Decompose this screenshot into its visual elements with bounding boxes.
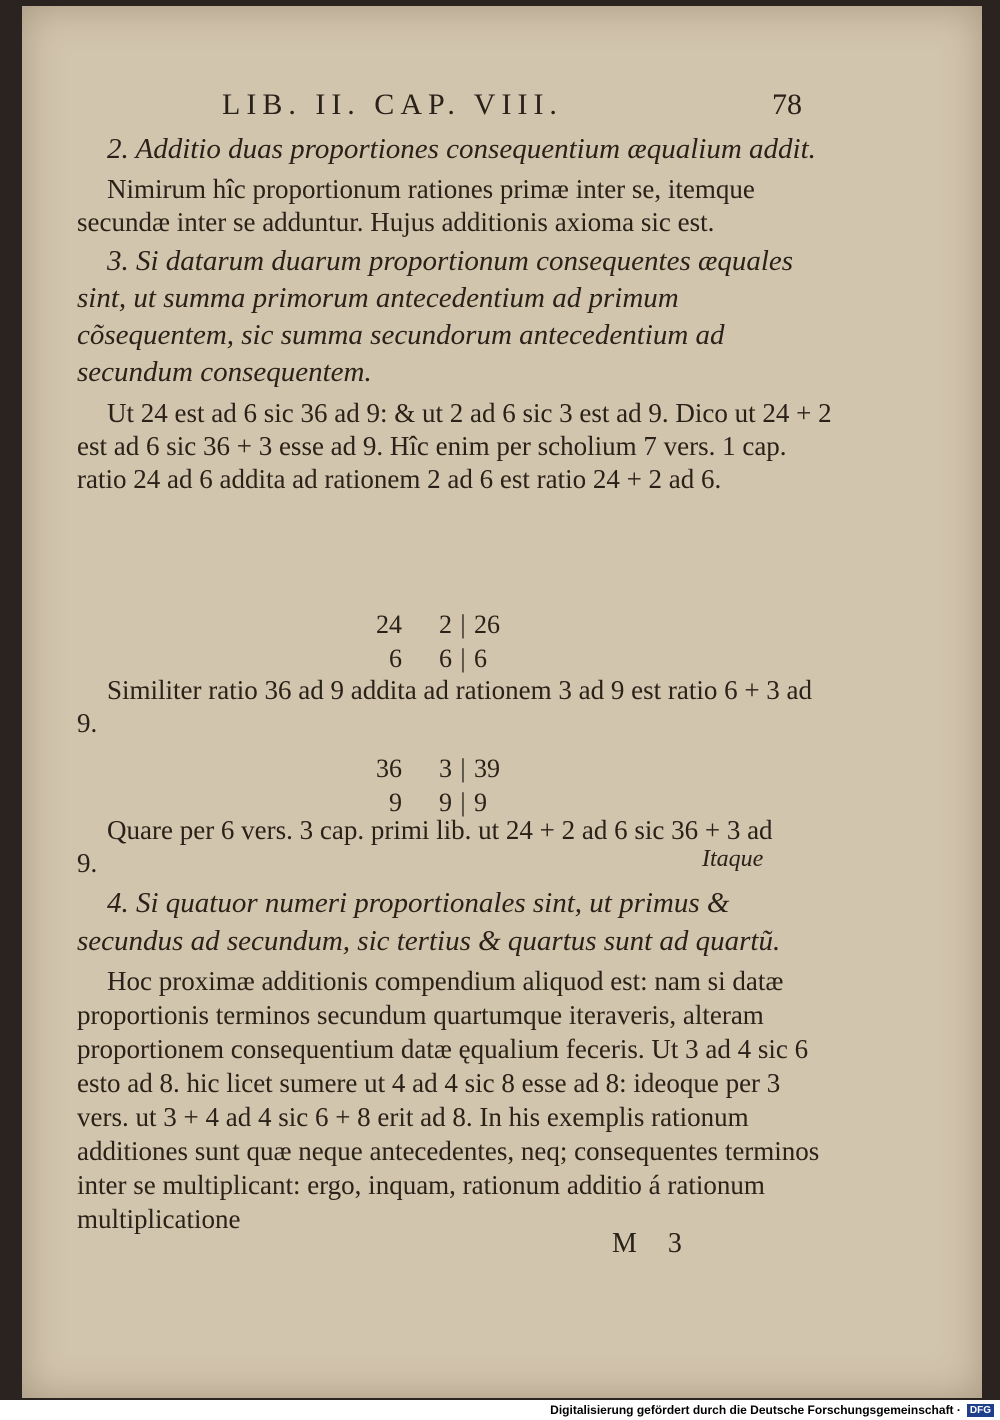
digitization-footer — [0, 1400, 1000, 1420]
footer-text: Digitalisierung gefördert durch die Deutsche Forschungsgemeinschaft · — [550, 1403, 961, 1417]
divider: | — [460, 754, 466, 783]
cell: 36 — [376, 754, 402, 783]
cell: 9 — [389, 788, 402, 817]
paragraph-quare: Quare per 6 vers. 3 cap. primi lib. ut 24 + 2 ad 6 sic 36 + 3 ad 9. — [77, 815, 773, 878]
body-text-block-4 — [77, 884, 837, 1236]
paragraph-hoc: Hoc proximæ additionis compendium aliquod est: nam si datæ proportionis terminos secundum quartumque iteraveris, alteram proportionem consequentium datæ ęqualium feceris. Ut 3 ad 4 sic 6 esto ad 8. hic licet sumere ut 4 ad 4 sic 8 esse ad 8: ideoque per 3 vers. ut 3 + 4 ad 4 sic 6 + 8 erit ad 8. In his exemplis rationum additiones sunt quæ neque antecedentes, neq; consequentes terminos inter se multiplicant: ergo, inquam, rationum additio á rationum multiplicatione — [77, 966, 820, 1234]
body-text-block-1 — [77, 132, 837, 496]
signature-mark: M 3 — [612, 1228, 694, 1259]
proposition-4: 4. Si quatuor numeri proportionales sint, ut primus & secundus ad secundum, sic tertius & quartus sunt ad quartũ. — [77, 887, 781, 957]
cell: 26 — [474, 610, 500, 639]
running-head: LIB. II. CAP. VIII. — [222, 88, 563, 121]
dfg-logo: DFG — [967, 1404, 994, 1417]
divider: | — [460, 644, 466, 673]
paragraph-ut-24: Ut 24 est ad 6 sic 36 ad 9: & ut 2 ad 6 sic 3 est ad 9. Dico ut 24 + 2 est ad 6 sic 36 + 3 esse ad 9. Hîc enim per scholium 7 vers. 1 cap. ratio 24 ad 6 addita ad rationem 2 ad 6 est ratio 24 + 2 ad 6. — [77, 398, 832, 494]
cell: 39 — [474, 754, 500, 783]
paragraph-similiter: Similiter ratio 36 ad 9 addita ad rationem 3 ad 9 est ratio 6 + 3 ad 9. — [77, 675, 813, 738]
body-text-block-2 — [77, 674, 837, 740]
cell: 3 — [439, 754, 452, 783]
proposition-3: 3. Si datarum duarum proportionum consequentes æquales sint, ut summa primorum antecedentium ad primum cõsequentem, sic summa secundorum antecedentium ad secundum consequentem. — [77, 245, 794, 388]
divider: | — [460, 788, 466, 817]
cell: 2 — [439, 610, 452, 639]
divider: | — [460, 610, 466, 639]
cell: 6 — [439, 644, 452, 673]
table-1-row-1 — [352, 610, 552, 640]
table-2-row-1 — [352, 754, 552, 784]
table-1-row-2 — [352, 644, 552, 674]
paragraph-nimirum: Nimirum hîc proportionum rationes primæ inter se, itemque secundæ inter se adduntur. Hujus additionis axioma sic est. — [77, 174, 755, 237]
cell: 9 — [439, 788, 452, 817]
book-page — [22, 6, 982, 1398]
cell: 6 — [389, 644, 402, 673]
cell: 6 — [474, 644, 487, 673]
page-number: 78 — [772, 88, 802, 121]
cell: 9 — [474, 788, 487, 817]
catchword: Itaque — [702, 846, 764, 872]
cell: 24 — [376, 610, 402, 639]
body-text-block-3 — [77, 814, 777, 880]
proposition-2: 2. Additio duas proportiones consequentium æqualium addit. — [107, 133, 816, 165]
